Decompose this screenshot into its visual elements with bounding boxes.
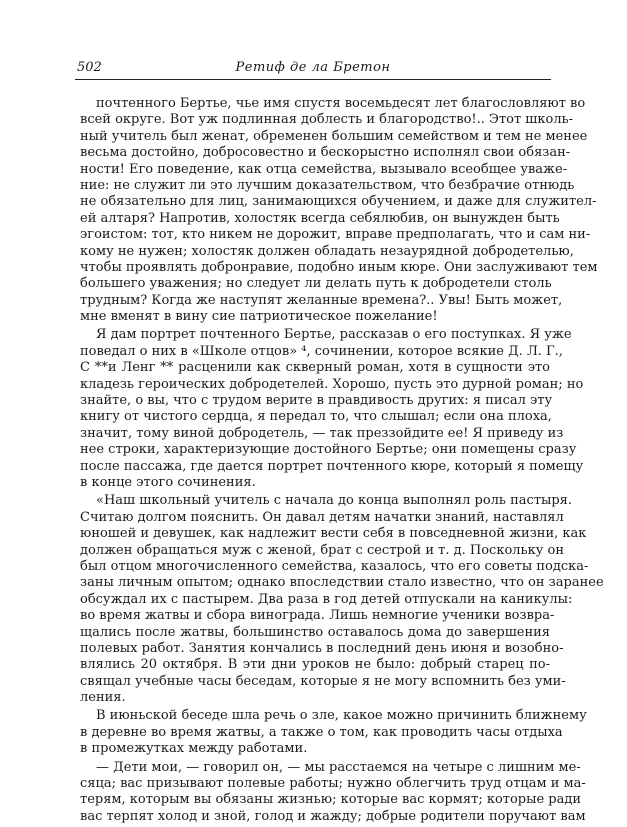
paragraph [80,708,587,757]
text-line: трудным? Когда же наступят желанные времена?.. Увы! Быть может, [80,292,563,308]
text-line: во время жатвы и сбора винограда. Лишь немногие ученики возвра- [80,608,555,624]
text-line: кладезь героических добродетелей. Хорошо, пусть это дурной роман; но [80,376,584,392]
text-line: — Дети мои, — говорил он, — мы расстаемся на четыре с лишним ме- [96,759,581,775]
text-line: в конце этого сочинения. [80,474,256,490]
text-line: в деревне во время жатвы, а также о том, как проводить часы отдыха [80,724,563,740]
text-line: не обязательно для лиц, занимающихся обучением, и даже для служител- [80,194,597,210]
text-line: эгоистом: тот, кто никем не дорожит, вправе предполагать, что и сам ни- [80,227,591,243]
text-line: всей округе. Вот уж подлинная доблесть и благородство!.. Этот школь- [80,112,574,128]
text-line: обсуждал их с пастырем. Два раза в год детей отпускали на каникулы: [80,591,573,607]
text-line: книгу от чистого сердца, я передал то, что слышал; если она плоха, [80,409,552,425]
text-line: нее строки, характеризующие достойного Бертье; они помещены сразу [80,442,577,458]
text-line: должен обращаться муж с женой, брат с сестрой и т. д. Поскольку он [80,542,565,558]
text-line: мне вменят в вину сие патриотическое пожелание! [80,309,438,325]
paragraph [80,759,586,826]
header-rule [75,79,551,80]
text-line: поведал о них в «Школе отцов» ⁴, сочинении, которое всякие Д. Л. Г., [80,343,563,359]
page-number: 502 [77,60,102,75]
text-line: юношей и девушек, как надлежит вести себя в повседневной жизни, как [80,526,587,542]
paragraph [80,493,604,706]
text-line: значит, тому виной добродетель, — так преззойдите ее! Я приведу из [80,425,564,441]
text-line: свящал учебные часы беседам, которые я не могу вспомнить без уми- [80,673,566,689]
paragraph [80,96,598,325]
text-line: знайте, о вы, что с трудом верите в правдивость других: я писал эту [80,393,553,409]
text-line: влялись 20 октября. В эти дни уроков не было: добрый старец по- [80,657,550,673]
running-title: Ретиф де ла Бретон [235,60,391,75]
text-line: В июньской беседе шла речь о зле, какое можно причинить ближнему [96,708,587,724]
text-line: ный учитель был женат, обременен большим семейством и тем не менее [80,128,588,144]
body-text [80,96,604,827]
text-line: щались после жатвы, большинство оставалось дома до завершения [80,624,550,640]
paragraph [80,327,584,491]
text-line: С **и Ленг ** расценили как скверный роман, хотя в сущности это [80,360,550,376]
text-line: в промежутках между работами. [80,741,308,757]
text-line: терям, которым вы обязаны жизнью; которые вас кормят; которые ради [80,792,582,808]
page-header [75,57,551,81]
text-line: «Наш школьный учитель с начала до конца выполнял роль пастыря. [96,493,573,509]
text-line: ности! Его поведение, как отца семейства, вызывало всеобщее уваже- [80,161,568,177]
text-line: ей алтаря? Напротив, холостяк всегда себялюбив, он вынужден быть [80,210,560,226]
text-line: заны личным опытом; однако впоследствии стало известно, что он заранее [80,575,604,591]
text-line: сяца; вас призывают полевые работы; нужно облегчить труд отцам и ма- [80,776,586,792]
text-line: полевых работ. Занятия кончались в последний день июня и возобно- [80,640,564,656]
text-line: Я дам портрет почтенного Бертье, рассказав о его поступках. Я уже [96,327,572,343]
text-line: был отцом многочисленного семейства, казалось, что его советы подска- [80,558,589,574]
text-line: чтобы проявлять добронравие, подобно иным кюре. Они заслуживают тем [80,259,598,275]
text-line: Считаю долгом пояснить. Он давал детям начатки знаний, наставлял [80,509,564,525]
text-line: почтенного Бертье, чье имя спустя восемьдесят лет благословляют во [96,96,586,111]
text-line: ления. [80,690,126,706]
text-line: весьма достойно, добросовестно и бескорыстно исполнял свои обязан- [80,145,571,161]
text-line: кому не нужен; холостяк должен обладать незаурядной добродетелью, [80,243,574,259]
text-line: вас терпят холод и зной, голод и жажду; добрые родители поручают вам [80,808,586,824]
text-line: большего уважения; но следует ли делать путь к добродетели столь [80,276,552,292]
text-line: после пассажа, где дается портрет почтенного кюре, который я помещу [80,458,584,474]
text-line: ние: не служит ли это лучшим доказательством, что безбрачие отнюдь [80,177,575,193]
